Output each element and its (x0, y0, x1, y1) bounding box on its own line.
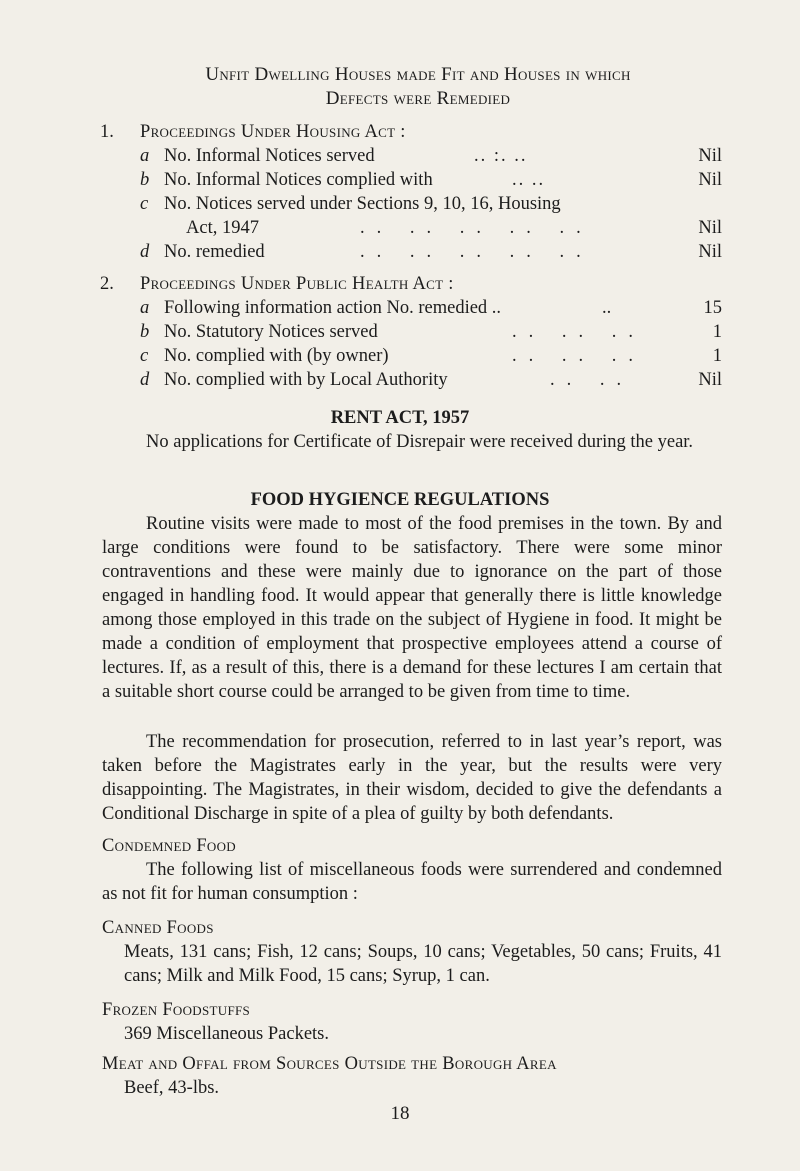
list-item (102, 344, 722, 368)
leader-dots: .. .. .. .. .. (360, 242, 593, 262)
section-heading: Proceedings Under Public Health Act : (140, 274, 454, 294)
list-item (102, 320, 722, 344)
rent-act-paragraph (102, 430, 722, 454)
item-letter: b (140, 322, 150, 342)
meat-offal-text: Beef, 43-lbs. (124, 1078, 220, 1098)
canned-foods-heading: Canned Foods (102, 918, 214, 938)
food-hygiene-text-2: The recommendation for prosecution, referred to in last year’s report, was taken before the Magistrates early in the year, but the results were very disappointing. The Magistrates, in their wisdom, decided to give the defendants a Conditional Discharge in spite of a plea of guilty by both defendants. (102, 732, 722, 824)
food-hygiene-text-1: Routine visits were made to most of the food premises in the town. By and large conditions were found to be satisfactory. There were some minor contraventions and these were mainly due to ignorance on the part of those engaged in handling food. It would appear that generally there is little knowledge among those employed in this trade on the subject of Hygiene in food. It might be made a condition of employment that prospective employees attend a course of lectures. If, as a result of this, there is a demand for these lectures I am certain that a suitable short course could be arranged to be given from time to time. (102, 514, 722, 702)
item-label: No. remedied (164, 242, 265, 262)
item-value: Nil (698, 146, 722, 166)
leader-dots: .. .. .. (512, 346, 645, 366)
condemned-food-paragraph (102, 858, 722, 906)
list-item-continued (102, 216, 722, 240)
item-letter: d (140, 370, 150, 390)
leader-dots: .. :. .. (474, 146, 528, 166)
leader-dots: .. .. (512, 170, 546, 190)
frozen-foodstuffs-paragraph (102, 1022, 722, 1046)
item-label: No. Statutory Notices served (164, 322, 378, 342)
item-letter: a (140, 298, 150, 318)
item-label: No. Notices served under Sections 9, 10, 16, Housing (164, 194, 561, 214)
item-label: No. complied with (by owner) (164, 346, 389, 366)
list-item (102, 192, 722, 216)
item-letter: c (140, 194, 149, 214)
item-label-continued: Act, 1947 (186, 218, 259, 238)
document-title (118, 63, 718, 111)
list-item (102, 168, 722, 192)
public-health-act-section (100, 272, 722, 390)
food-hygiene-heading: FOOD HYGIENCE REGULATIONS (250, 490, 550, 510)
item-letter: c (140, 346, 149, 366)
frozen-foodstuffs-heading: Frozen Foodstuffs (102, 1000, 251, 1020)
list-item (102, 296, 722, 320)
item-label: No. complied with by Local Authority (164, 370, 448, 390)
canned-foods-paragraph (102, 940, 722, 988)
title-line-1: Unfit Dwelling Houses made Fit and Houses in which (205, 64, 631, 85)
section-heading: Proceedings Under Housing Act : (140, 122, 406, 142)
section-number: 2. (100, 274, 114, 294)
meat-offal-heading: Meat and Offal from Sources Outside the Borough Area (102, 1054, 557, 1074)
item-value: Nil (698, 170, 722, 190)
item-label: Following information action No. remedied .. (164, 298, 502, 318)
title-line-2: Defects were Remedied (325, 88, 511, 109)
item-value: Nil (698, 242, 722, 262)
leader-dots: .. .. .. .. .. (360, 218, 593, 238)
condemned-food-heading: Condemned Food (102, 836, 236, 856)
item-value: 1 (712, 346, 722, 366)
item-letter: d (140, 242, 150, 262)
leader-dots: .. (602, 298, 612, 318)
frozen-foodstuffs-text: 369 Miscellaneous Packets. (124, 1024, 329, 1044)
condemned-food-text: The following list of miscellaneous foods were surrendered and condemned as not fit for human consumption : (102, 860, 722, 904)
leader-dots: .. .. (550, 370, 634, 390)
item-letter: a (140, 146, 150, 166)
section-number: 1. (100, 122, 114, 142)
item-label: No. Informal Notices served (164, 146, 375, 166)
list-item (102, 144, 722, 168)
food-hygiene-paragraph-1 (102, 512, 722, 704)
rent-act-heading: RENT ACT, 1957 (330, 408, 470, 428)
list-item (102, 368, 722, 392)
food-hygiene-paragraph-2 (102, 730, 722, 826)
list-item (102, 240, 722, 264)
item-label: No. Informal Notices complied with (164, 170, 433, 190)
item-value: Nil (698, 370, 722, 390)
item-value: 1 (712, 322, 722, 342)
page-number: 18 (390, 1103, 410, 1124)
item-letter: b (140, 170, 150, 190)
canned-foods-text: Meats, 131 cans; Fish, 12 cans; Soups, 10 cans; Vegetables, 50 cans; Fruits, 41 cans; Milk and Milk Food, 15 cans; Syrup, 1 can. (124, 942, 722, 986)
meat-offal-paragraph (102, 1076, 722, 1100)
item-value: Nil (698, 218, 722, 238)
rent-act-text: No applications for Certificate of Disrepair were received during the year. (146, 432, 694, 452)
leader-dots: .. .. .. (512, 322, 645, 342)
item-value: 15 (703, 298, 722, 318)
housing-act-section (100, 120, 722, 262)
